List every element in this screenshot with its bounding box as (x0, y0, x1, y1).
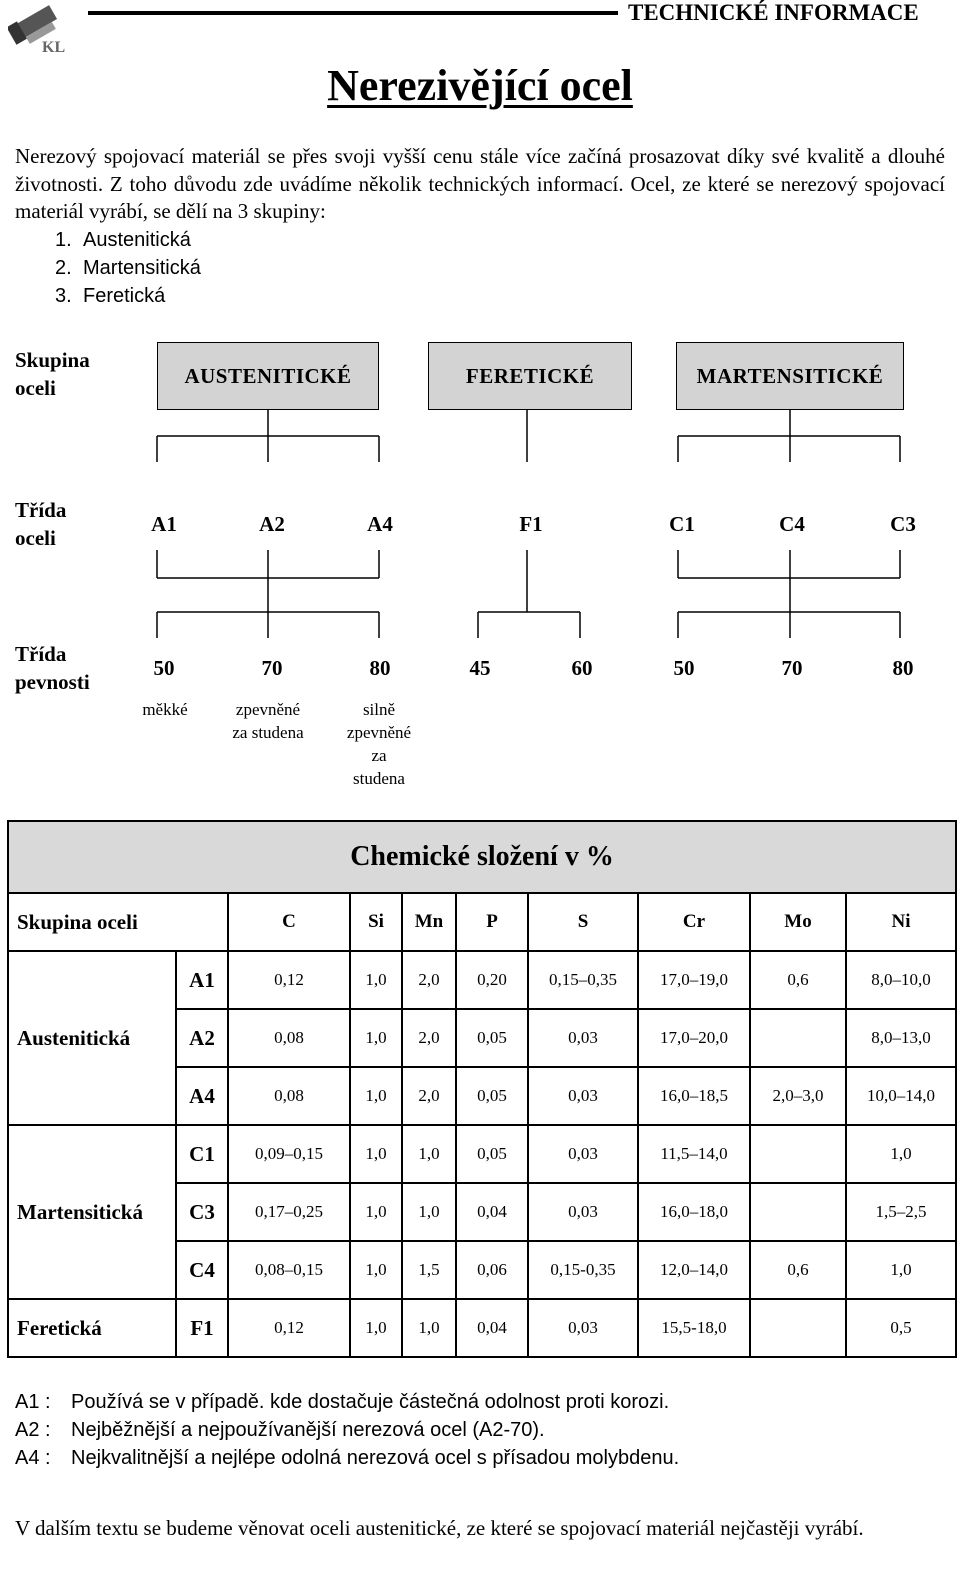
value-cell: 8,0–10,0 (846, 951, 956, 1009)
closing-paragraph: V dalším textu se budeme věnovat oceli austenitické, ze které se spojovací materiál nejčastěji vyrábí. (15, 1516, 864, 1540)
table-header: Mn (402, 893, 456, 951)
class-label-a2: A2 (259, 512, 285, 536)
value-cell: 0,12 (228, 1299, 350, 1357)
strength-note-cold-worked: zpevněné za studena (232, 700, 304, 742)
value-cell: 2,0 (402, 1067, 456, 1125)
group-cell: Austenitická (8, 951, 176, 1125)
list-item: 2. Martensitická (55, 257, 201, 279)
list-item: 3. Feretická (55, 285, 166, 307)
value-cell: 0,03 (528, 1125, 638, 1183)
value-cell: 0,08 (228, 1067, 350, 1125)
value-cell: 10,0–14,0 (846, 1067, 956, 1125)
value-cell: 1,0 (350, 1183, 402, 1241)
value-cell (750, 1009, 846, 1067)
value-cell: 0,05 (456, 1009, 528, 1067)
strength-note-strongly-cold-worked: silně zpevněné za studena (346, 700, 412, 788)
value-cell (750, 1183, 846, 1241)
value-cell: 1,0 (350, 951, 402, 1009)
value-cell: 0,03 (528, 1183, 638, 1241)
table-header: Cr (638, 893, 750, 951)
row-label-group: Skupina oceli (15, 348, 90, 400)
class-label-c1: C1 (669, 512, 695, 536)
strength-label: 80 (892, 656, 914, 680)
value-cell: 1,0 (402, 1125, 456, 1183)
value-cell: 0,20 (456, 951, 528, 1009)
value-cell: 0,03 (528, 1009, 638, 1067)
class-label-a4: A4 (367, 512, 393, 536)
value-cell: 0,09–0,15 (228, 1125, 350, 1183)
class-cell: A4 (176, 1067, 228, 1125)
group-cell: Feretická (8, 1299, 176, 1357)
table-header: Si (350, 893, 402, 951)
class-label-f1: F1 (519, 512, 543, 536)
table-header: Skupina oceli (8, 893, 228, 951)
value-cell: 12,0–14,0 (638, 1241, 750, 1299)
value-cell: 1,0 (402, 1183, 456, 1241)
value-cell: 1,0 (350, 1241, 402, 1299)
strength-label: 50 (673, 656, 695, 680)
class-cell: C1 (176, 1125, 228, 1183)
value-cell: 0,15-0,35 (528, 1241, 638, 1299)
value-cell: 2,0–3,0 (750, 1067, 846, 1125)
row-label-class: Třída oceli (15, 498, 67, 550)
class-label-c4: C4 (779, 512, 805, 536)
value-cell: 17,0–20,0 (638, 1009, 750, 1067)
value-cell: 1,5–2,5 (846, 1183, 956, 1241)
strength-label: 80 (369, 656, 391, 680)
value-cell: 0,04 (456, 1183, 528, 1241)
strength-note-soft: měkké (142, 700, 188, 719)
class-cell: A2 (176, 1009, 228, 1067)
value-cell: 1,0 (402, 1299, 456, 1357)
value-cell: 0,03 (528, 1299, 638, 1357)
strength-label: 70 (781, 656, 803, 680)
class-cell: F1 (176, 1299, 228, 1357)
class-label-c3: C3 (890, 512, 916, 536)
table-header: S (528, 893, 638, 951)
value-cell: 0,17–0,25 (228, 1183, 350, 1241)
value-cell: 16,0–18,5 (638, 1067, 750, 1125)
strength-label: 60 (571, 656, 593, 680)
value-cell: 0,15–0,35 (528, 951, 638, 1009)
value-cell: 0,05 (456, 1125, 528, 1183)
note-line: A1 : Používá se v případě. kde dostačuje částečná odolnost proti korozi. (15, 1391, 670, 1413)
table-row (8, 951, 956, 1009)
value-cell: 0,08 (228, 1009, 350, 1067)
value-cell: 0,05 (456, 1067, 528, 1125)
group-box-martensitic: MARTENSITICKÉ (676, 342, 904, 410)
note-line: A4 : Nejkvalitnější a nejlépe odolná nerezová ocel s přísadou molybdenu. (15, 1447, 680, 1469)
chemical-composition-table (7, 820, 957, 1358)
value-cell: 1,0 (846, 1241, 956, 1299)
value-cell: 17,0–19,0 (638, 951, 750, 1009)
value-cell: 0,6 (750, 951, 846, 1009)
value-cell: 1,0 (846, 1125, 956, 1183)
note-line: A2 : Nejběžnější a nejpoužívanější nerezová ocel (A2-70). (15, 1419, 545, 1441)
group-box-ferritic: FERETICKÉ (428, 342, 632, 410)
value-cell: 2,0 (402, 951, 456, 1009)
value-cell: 0,08–0,15 (228, 1241, 350, 1299)
table-header: P (456, 893, 528, 951)
table-header: Mo (750, 893, 846, 951)
table-header: Ni (846, 893, 956, 951)
value-cell: 1,0 (350, 1299, 402, 1357)
page-title: Nerezivějící ocel (327, 61, 633, 110)
group-box-austenitic: AUSTENITICKÉ (157, 342, 379, 410)
row-label-strength: Třída pevnosti (15, 642, 90, 694)
value-cell: 1,0 (350, 1067, 402, 1125)
value-cell: 2,0 (402, 1009, 456, 1067)
value-cell: 0,12 (228, 951, 350, 1009)
value-cell: 0,5 (846, 1299, 956, 1357)
table-row (8, 1125, 956, 1183)
table-row (8, 1299, 956, 1357)
value-cell: 0,06 (456, 1241, 528, 1299)
intro-paragraph: Nerezový spojovací materiál se přes svoji vyšší cenu stále více začíná prosazovat díky své kvalitě a dlouhé životnosti. Z toho důvodu zde uvádíme několik technických informací. Ocel, ze které se nerezový spojovací materiál vyrábí, se dělí na 3 skupiny: (15, 144, 945, 223)
value-cell: 1,0 (350, 1125, 402, 1183)
class-cell: A1 (176, 951, 228, 1009)
value-cell: 15,5-18,0 (638, 1299, 750, 1357)
class-label-a1: A1 (151, 512, 177, 536)
class-cell: C4 (176, 1241, 228, 1299)
header-label: TECHNICKÉ INFORMACE (628, 0, 919, 25)
value-cell (750, 1299, 846, 1357)
strength-label: 50 (153, 656, 175, 680)
table-caption: Chemické složení v % (8, 821, 956, 893)
value-cell: 0,03 (528, 1067, 638, 1125)
value-cell: 1,0 (350, 1009, 402, 1067)
strength-label: 45 (469, 656, 491, 680)
strength-label: 70 (261, 656, 283, 680)
value-cell: 16,0–18,0 (638, 1183, 750, 1241)
class-cell: C3 (176, 1183, 228, 1241)
svg-text:KL: KL (42, 39, 66, 56)
list-item: 1. Austenitická (55, 229, 191, 251)
value-cell: 11,5–14,0 (638, 1125, 750, 1183)
value-cell: 0,6 (750, 1241, 846, 1299)
class-notes (15, 1388, 679, 1472)
group-cell: Martensitická (8, 1125, 176, 1299)
table-header: C (228, 893, 350, 951)
value-cell: 0,04 (456, 1299, 528, 1357)
value-cell: 8,0–13,0 (846, 1009, 956, 1067)
value-cell: 1,5 (402, 1241, 456, 1299)
value-cell (750, 1125, 846, 1183)
